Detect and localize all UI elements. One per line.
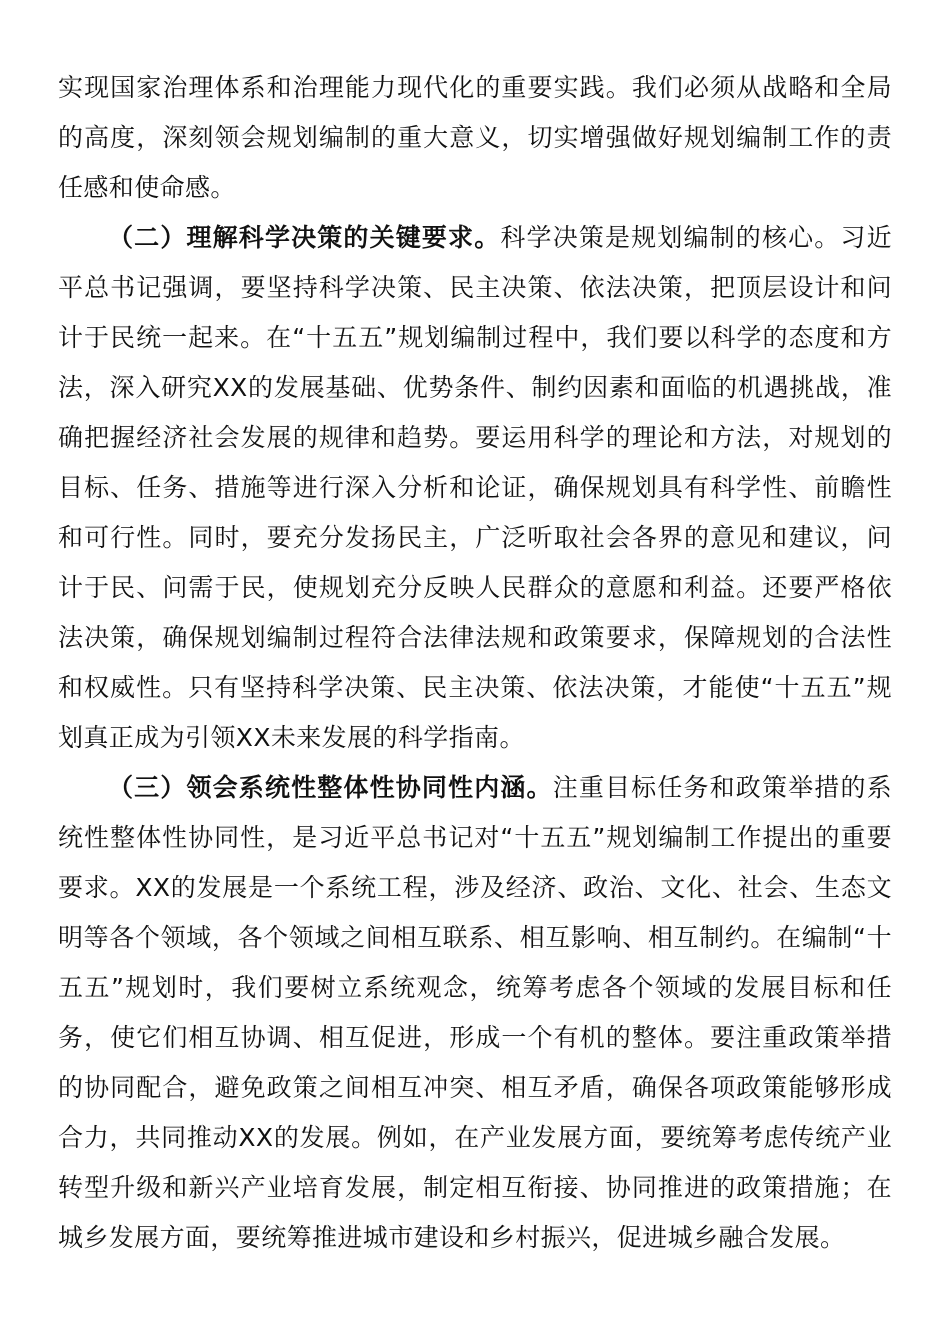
paragraph-intro-continuation	[58, 63, 892, 213]
paragraph-text: 科学决策是规划编制的核心。习近平总书记强调，要坚持科学决策、民主决策、依法决策，把顶层设计和问计于民统一起来。在“十五五”规划编制过程中，我们要以科学的态度和方法，深入研究XX的发展基础、优势条件、制约因素和面临的机遇挑战，准确把握经济社会发展的规律和趋势。要运用科学的理论和方法，对规划的目标、任务、措施等进行深入分析和论证，确保规划具有科学性、前瞻性和可行性。同时，要充分发扬民主，广泛听取社会各界的意见和建议，问计于民、问需于民，使规划充分反映人民群众的意愿和利益。还要严格依法决策，确保规划编制过程符合法律法规和政策要求，保障规划的合法性和权威性。只有坚持科学决策、民主决策、依法决策，才能使“十五五”规划真正成为引领XX未来发展的科学指南。	[58, 223, 892, 752]
document-body	[58, 63, 892, 1263]
paragraph-text: 实现国家治理体系和治理能力现代化的重要实践。我们必须从战略和全局的高度，深刻领会规划编制的重大意义，切实增强做好规划编制工作的责任感和使命感。	[58, 73, 892, 202]
paragraph-text: 注重目标任务和政策举措的系统性整体性协同性，是习近平总书记对“十五五”规划编制工作提出的重要要求。XX的发展是一个系统工程，涉及经济、政治、文化、社会、生态文明等各个领域，各个领域之间相互联系、相互影响、相互制约。在编制“十五五”规划时，我们要树立系统观念，统筹考虑各个领域的发展目标和任务，使它们相互协调、相互促进，形成一个有机的整体。要注重政策举措的协同配合，避免政策之间相互冲突、相互矛盾，确保各项政策能够形成合力，共同推动XX的发展。例如，在产业发展方面，要统筹考虑传统产业转型升级和新兴产业培育发展，制定相互衔接、协同推进的政策措施；在城乡发展方面，要统筹推进城市建设和乡村振兴，促进城乡融合发展。	[58, 773, 893, 1252]
section-heading-3: （三）领会系统性整体性协同性内涵。	[108, 773, 553, 802]
paragraph-systematic-coordination	[58, 763, 892, 1263]
paragraph-scientific-decision	[58, 213, 892, 763]
section-heading-2: （二）理解科学决策的关键要求。	[108, 223, 501, 252]
